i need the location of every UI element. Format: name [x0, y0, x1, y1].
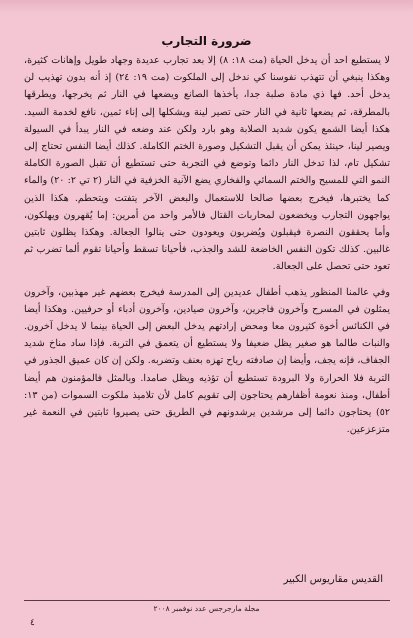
- paragraph-1: لا يستطيع احد أن يدخل الحياة (مت ١٨: ٨) إلا بعد تجارب عديدة وجهاد طويل وإهانات كثيرة، وهكذا ينبغي أن تتهذب نفوسنا كي ندخل إلى الملكوت (مت ١٩: ٢٤) إذ أنه بدون تهذيب لن يدخل أحد. فها ذي مادة صلبة جدا، يأخذها الصانع ويضعها في النار ثم يخرجها، ويطرقها بالمطرقة، ثم يضعها ثانية في النار حتى تصير لينة ويشكلها إلى إناء ثمين، نافع لخدمة السيد. هكذا أيضا الشمع يكون شديد الصلابة وهو بارد ولكن عند وضعه في النار يبدأ في السيولة ويصير لينا، حينئذ يمكن أن يقبل التشكيل وصورة الختم الكاملة. كذلك أيضا النفس تحتاج إلى تشكيل تام، لذا تدخل النار دائما وتوضع في التجربة حتى تستطيع أن تقبل الصورة الكاملة النمو التي للمسيح والختم السمائي والفخاري يضع الآنية الخزفية في النار (٢ تي ٢: ٢٠) والماء كما يختبرها، فيخرج بعضها صالحا للاستعمال والبعض الآخر يتفتت ويتحطم. هكذا الذين يواجهون التجارب ويخضعون لمحاربات القتال فالأمر واحد من أمرين: إما يُقهرون ويهلكون، وأما يحققون النصرة فيقبلون ويُضربون ويعودون حتى ينالوا الجعالة. وهكذا يظلون ثابتين غالبين. كذلك تكون النفس الخاضعة للشد والجذب، فأحيانا تسقط وأحيانا تقوم ألما تضرب ثم تعود حتى تحصل على الجعالة.: [24, 55, 390, 273]
- article-body: [24, 52, 390, 438]
- author-signature: القديس مقاريوس الكبير: [283, 574, 383, 585]
- footer-divider: [24, 600, 390, 601]
- page-number: ٤: [30, 618, 35, 628]
- footer-source: مجلة مارجرجس عدد نوفمبر ٢٠٠٨: [153, 604, 260, 613]
- article-title: ضرورة التجارب: [161, 34, 252, 48]
- paragraph-2: وفي عالمنا المنظور يذهب أطفال عديدين إلى المدرسة فيخرج بعضهم غير مهذبين، وآخرون يمثلون في المسرح وآخرون فاجرين، وآخرون صيادين، وآخرون أدباء أو حرفيين. وهكذا أيضا في الكنائس أخوة كثيرون معا ومحض إرادتهم يدخل البعض إلى الحياة بينما لا يدخل آخرون. والنبات طالما هو صغير يظل ضعيفا ولا يستطيع أن يتعمق في التربة. فإذا ساد مناخ شديد الجفاف، فإنه يجف، وأيضا إن صادفته رياح تهزه بعنف وتضربه. ولكن إن كان عميق الجذور في التربة فلا الحرارة ولا البرودة تستطيع أن تؤذيه ويظل صامدا. وبالمثل فالمؤمنون هم أيضا أطفال، ومنذ نعومة أظفارهم يحتاجون إلى تقويم كامل لأن تلاميذ ملكوت السموات (من ١٣: ٥٢) يحتاجون دائما إلى مرشدين يرشدونهم في الطريق حتى يصيروا ثابتين في النعمة غير متزعزعين.: [24, 286, 390, 436]
- page-top-edge: [0, 0, 413, 14]
